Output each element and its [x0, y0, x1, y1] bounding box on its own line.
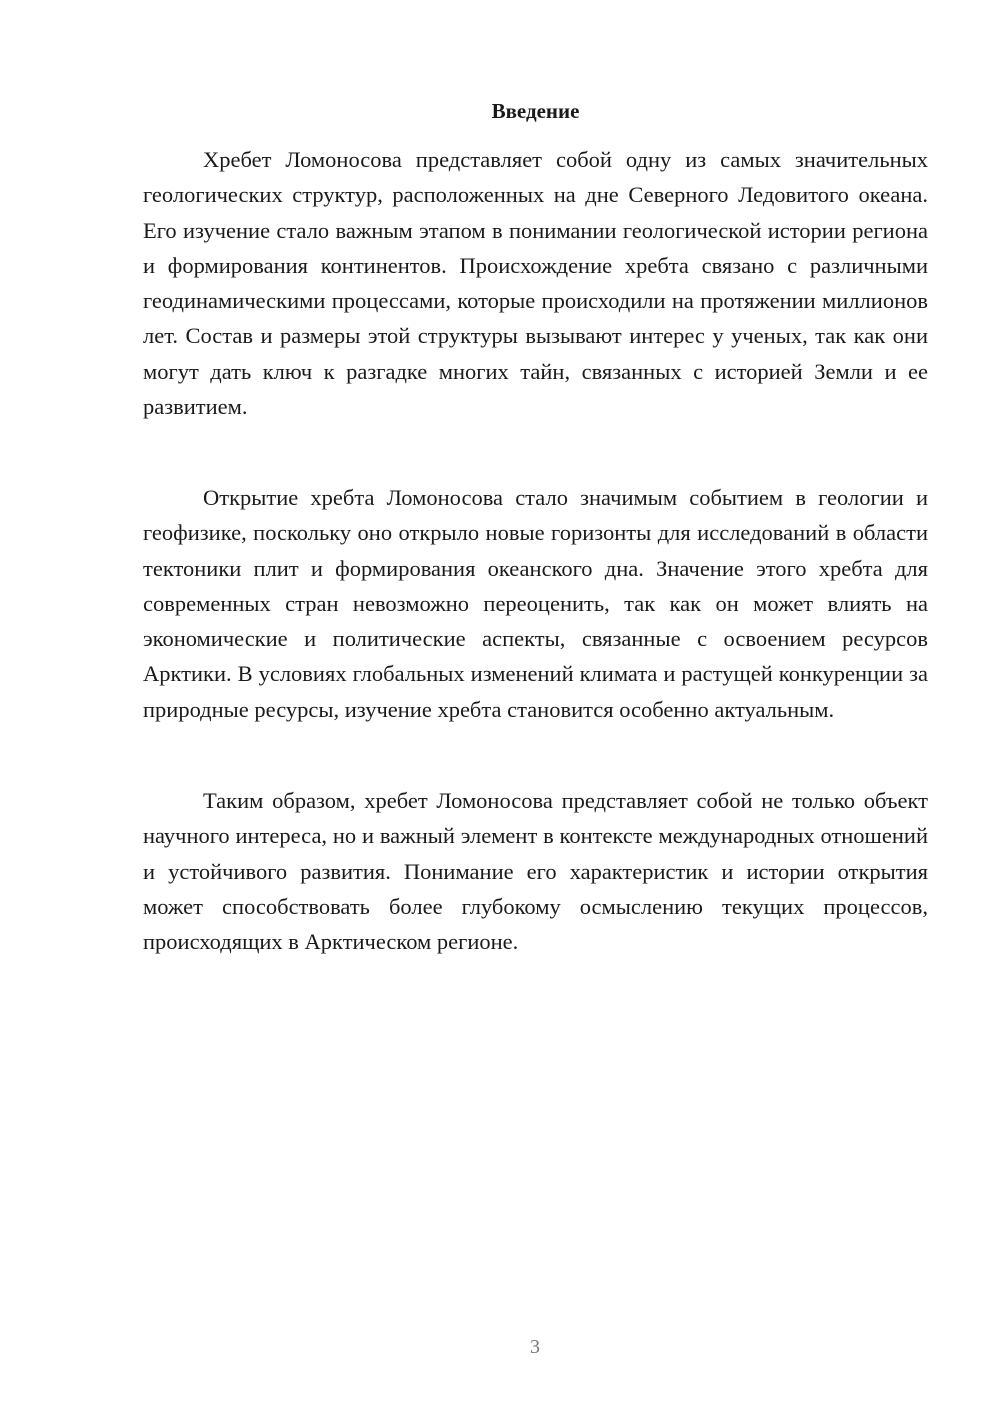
paragraph-3: Таким образом, хребет Ломоносова представляет собой не только объект научного интереса, но и важный элемент в контексте международных отношений и устойчивого развития. Понимание его характеристик и истории открытия может способствовать более глубокому осмыслению текущих процессов, происходящих в Арктическом регионе.: [143, 788, 928, 955]
paragraph-1: Хребет Ломоносова представляет собой одну из самых значительных геологических структур, расположенных на дне Северного Ледовитого океана. Его изучение стало важным этапом в понимании геологической истории региона и формирования континентов. Происхождение хребта связано с различными геодинамическими процессами, которые происходили на протяжении миллионов лет. Состав и размеры этой структуры вызывают интерес у ученых, так как они могут дать ключ к разгадке многих тайн, связанных с историей Земли и ее развитием.: [143, 147, 928, 420]
section-heading: Введение: [491, 99, 580, 123]
page-number: 3: [530, 1336, 540, 1358]
paragraph-2: Открытие хребта Ломоносова стало значимым событием в геологии и геофизике, поскольку оно открыло новые горизонты для исследований в области тектоники плит и формирования океанского дна. Значение этого хребта для современных стран невозможно переоценить, так как он может влиять на экономические и политические аспекты, связанные с освоением ресурсов Арктики. В условиях глобальных изменений климата и растущей конкуренции за природные ресурсы, изучение хребта становится особенно актуальным.: [143, 485, 928, 722]
